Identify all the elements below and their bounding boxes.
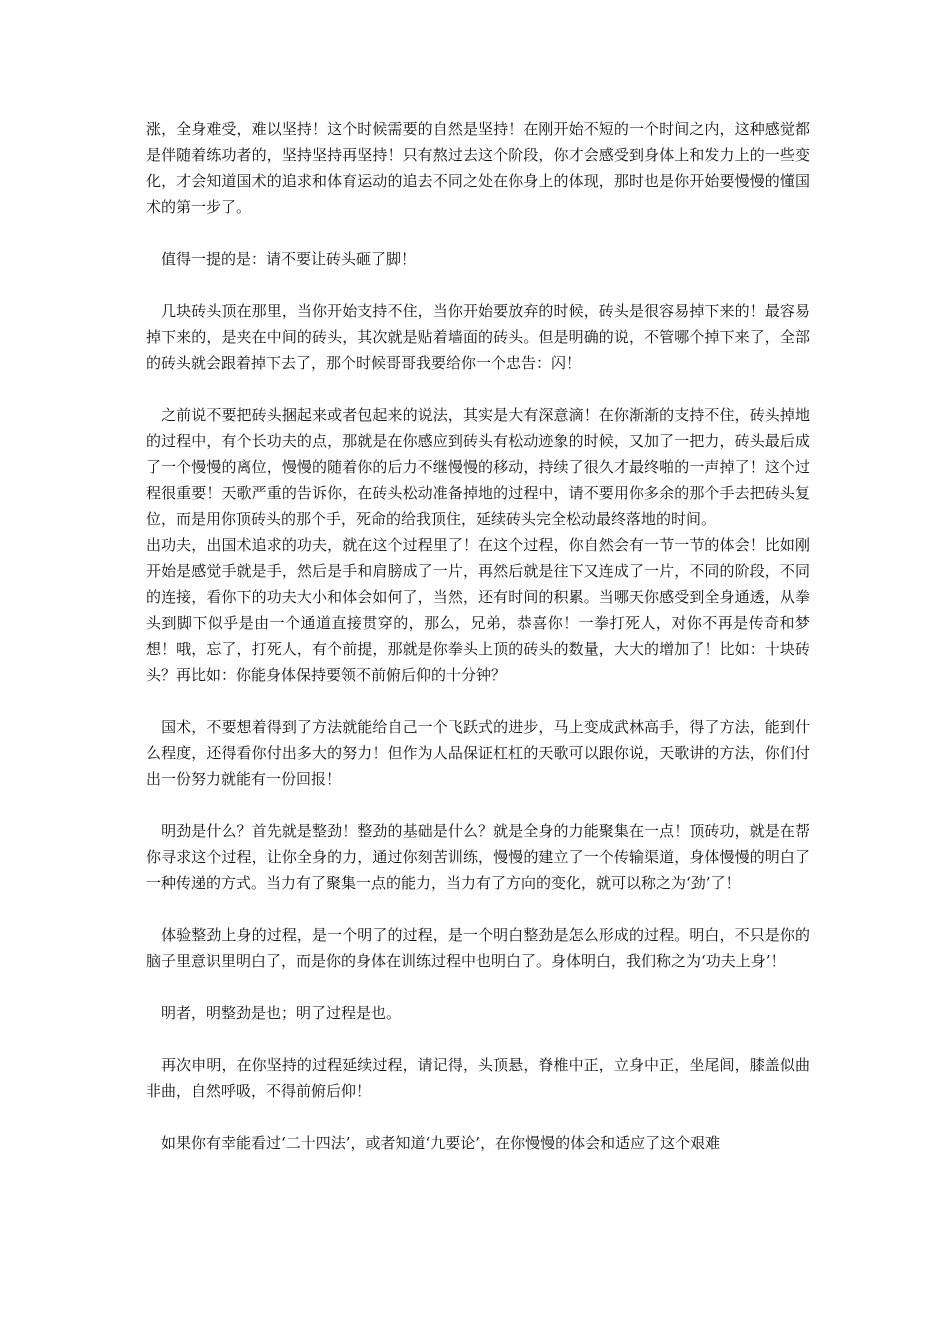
paragraph: 国术，不要想着得到了方法就能给自己一个飞跃式的进步，马上变成武林高手，得了方法，能到什么程度，还得看你付出多大的努力！但作为人品保证杠杠的天歌可以跟你说，天歌讲的方法，你们付出一份努力就能有一份回报！ (146, 718, 810, 788)
paragraph: 体验整劲上身的过程，是一个明了的过程，是一个明白整劲是怎么形成的过程。明白，不只是你的脑子里意识里明白了，而是你的身体在训练过程中也明白了。身体明白，我们称之为‘功夫上身’！ (146, 926, 810, 970)
paragraph: 明劲是什么？首先就是整劲！整劲的基础是什么？就是全身的力能聚集在一点！顶砖功，就是在帮你寻求这个过程，让你全身的力，通过你刻苦训练，慢慢的建立了一个传输渠道，身体慢慢的明白了一种传递的方式。当力有了聚集一点的能力，当力有了方向的变化，就可以称之为‘劲’了！ (146, 822, 810, 892)
paragraph: 值得一提的是：请不要让砖头砸了脚！ (146, 250, 417, 268)
paragraph: 再次申明，在你坚持的过程延续过程，请记得，头顶悬，脊椎中正，立身中正，坐尾闾，膝盖似曲非曲，自然呼吸，不得前俯后仰！ (146, 1056, 810, 1100)
document-body (146, 116, 810, 1156)
paragraph: 明者，明整劲是也；明了过程是也。 (146, 1004, 402, 1022)
paragraph: 出功夫，出国术追求的功夫，就在这个过程里了！在这个过程，你自然会有一节一节的体会！比如刚开始是感觉手就是手，然后是手和肩膀成了一片，再然后就是往下又连成了一片，不同的阶段，不同的连接，看你下的功夫大小和体会如何了，当然，还有时间的积累。当哪天你感受到全身通透，从拳头到脚下似乎是由一个通道直接贯穿的，那么，兄弟，恭喜你！一拳打死人，对你不再是传奇和梦想！哦，忘了，打死人，有个前提，那就是你拳头上顶的砖头的数量，大大的增加了！比如：十块砖头？再比如：你能身体保持要领不前俯后仰的十分钟？ (146, 536, 810, 684)
paragraph: 如果你有幸能看过‘二十四法’，或者知道‘九要论’，在你慢慢的体会和适应了这个艰难 (146, 1134, 721, 1152)
paragraph: 几块砖头顶在那里，当你开始支持不住，当你开始要放弃的时候，砖头是很容易掉下来的！最容易掉下来的，是夹在中间的砖头，其次就是贴着墙面的砖头。但是明确的说，不管哪个掉下来了，全部的砖头就会跟着掉下去了，那个时候哥哥我要给你一个忠告：闪！ (146, 302, 810, 372)
paragraph: 涨，全身难受，难以坚持！这个时候需要的自然是坚持！在刚开始不短的一个时间之内，这种感觉都是伴随着练功者的，坚持坚持再坚持！只有熬过去这个阶段，你才会感受到身体上和发力上的一些变化，才会知道国术的追求和体育运动的追去不同之处在你身上的体现，那时也是你开始要慢慢的懂国术的第一步了。 (146, 120, 810, 216)
paragraph: 之前说不要把砖头捆起来或者包起来的说法，其实是大有深意滴！在你渐渐的支持不住，砖头掉地的过程中，有个长功夫的点，那就是在你感应到砖头有松动迹象的时候，又加了一把力，砖头最后成了一个慢慢的离位，慢慢的随着你的后力不继慢慢的移动，持续了很久才最终啪的一声掉了！这个过程很重要！天歌严重的告诉你，在砖头松动准备掉地的过程中，请不要用你多余的那个手去把砖头复位，而是用你顶砖头的那个手，死命的给我顶住，延续砖头完全松动最终落地的时间。 (146, 406, 810, 528)
